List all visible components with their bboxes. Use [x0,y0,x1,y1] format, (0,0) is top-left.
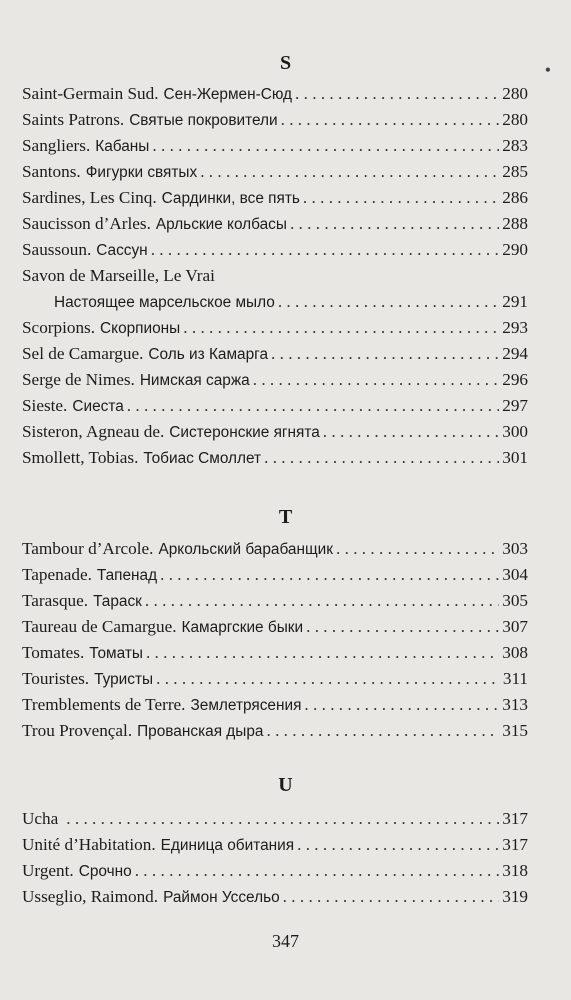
entry-russian-title: Туристы [94,671,154,688]
entry-page-number: 300 [502,422,528,441]
entry-russian-title: Сен-Жермен-Сюд [163,86,293,103]
index-entry [22,721,528,747]
index-list-s [22,84,528,474]
entry-page-number: 303 [502,539,528,558]
entry-russian-title: Настоящее марсельское мыло [54,294,275,311]
entry-french-title: Saucisson d’Arles. [22,214,151,233]
index-entry [22,565,528,591]
dot-leader [297,835,499,855]
entry-french-title: Saint-Germain Sud. [22,84,159,103]
entry-russian-title: Сиеста [72,398,124,415]
entry-russian-title: Срочно [78,863,132,880]
entry-page-number: 304 [502,565,528,584]
dot-leader [156,669,500,689]
entry-page-number: 280 [502,84,528,103]
entry-russian-title: Сассун [96,242,148,259]
entry-page-number: 313 [502,695,528,714]
index-entry [22,422,528,448]
entry-russian-title: Скорпионы [100,320,181,337]
dot-leader [151,240,500,260]
index-entry [22,643,528,669]
dot-leader [281,110,500,130]
page-number: 347 [272,931,299,951]
entry-page-number: 317 [502,835,528,854]
entry-russian-title: Сардинки, все пять [161,190,300,207]
dot-leader [127,396,499,416]
index-entry [22,292,528,318]
index-entry [22,136,528,162]
entry-russian-title: Раймон Уссельо [163,889,280,906]
index-list-t [22,539,528,747]
entry-page-number: 307 [502,617,528,636]
dot-leader [200,162,499,182]
index-entry [22,110,528,136]
entry-russian-title: Соль из Камарга [148,346,269,363]
entry-french-title: Savon de Marseille, Le Vrai [22,266,215,285]
index-entry [22,370,528,396]
index-entry [22,695,528,721]
entry-russian-title: Тапенад [96,567,158,584]
dot-leader [145,591,499,611]
entry-russian-title: Святые покровители [129,112,278,129]
ghost-mark: • [544,60,551,80]
entry-french-title: Tarasque. [22,591,89,610]
entry-russian-title: Арльские колбасы [155,216,287,233]
dot-leader [135,861,500,881]
index-entry [22,835,528,861]
dot-leader [306,617,499,637]
entry-french-title: Saussoun. [22,240,92,259]
entry-page-number: 317 [502,809,528,828]
entry-russian-title: Кабаны [95,138,150,155]
entry-french-title: Usseglio, Raimond. [22,887,159,906]
index-entry [22,318,528,344]
entry-french-title: Sisteron, Agneau de. [22,422,165,441]
index-entry [22,240,528,266]
dot-leader [264,448,499,468]
entry-french-title: Santons. [22,162,81,181]
index-entry [22,591,528,617]
entry-page-number: 286 [502,188,528,207]
index-entry [22,669,528,695]
entry-french-title: Taureau de Camargue. [22,617,177,636]
entry-french-title: Trou Provençal. [22,721,133,740]
index-entry [22,448,528,474]
entry-french-title: Serge de Nimes. [22,370,135,389]
section-letter-t: T [278,506,293,528]
index-entry [22,266,528,292]
index-entry [22,539,528,565]
entry-french-title: Sel de Camargue. [22,344,144,363]
index-entry [22,861,528,887]
dot-leader [271,344,499,364]
entry-french-title: Tremblements de Terre. [22,695,186,714]
entry-french-title: Scorpions. [22,318,96,337]
dot-leader [304,695,499,715]
dot-leader [146,643,499,663]
index-entry [22,344,528,370]
dot-leader [283,887,500,907]
entry-french-title: Unité d’Habitation. [22,835,156,854]
entry-page-number: 280 [502,110,528,129]
entry-russian-title: Землетрясения [190,697,302,714]
entry-page-number: 285 [502,162,528,181]
section-letter-u: U [278,774,293,796]
entry-french-title: Ucha [22,809,59,828]
entry-page-number: 318 [502,861,528,880]
dot-leader [183,318,499,338]
index-entry [22,214,528,240]
entry-page-number: 290 [502,240,528,259]
entry-page-number: 283 [502,136,528,155]
entry-russian-title: Тараск [93,593,142,610]
dot-leader [278,292,499,312]
dot-leader [336,539,499,559]
dot-leader [253,370,500,390]
entry-french-title: Touristes. [22,669,90,688]
entry-russian-title: Камаргские быки [181,619,304,636]
entry-russian-title: Фигурки святых [85,164,198,181]
entry-page-number: 305 [502,591,528,610]
index-list-u [22,809,528,913]
entry-page-number: 293 [502,318,528,337]
entry-russian-title: Систеронские ягнята [169,424,320,441]
entry-french-title: Urgent. [22,861,74,880]
entry-page-number: 319 [502,887,528,906]
entry-french-title: Smollett, Tobias. [22,448,139,467]
dot-leader [266,721,499,741]
entry-russian-title: Единица обитания [160,837,295,854]
dot-leader [303,188,499,208]
entry-page-number: 297 [502,396,528,415]
entry-french-title: Tapenade. [22,565,92,584]
entry-russian-title: Томаты [89,645,143,662]
dot-leader [66,809,499,829]
entry-page-number: 308 [502,643,528,662]
entry-russian-title: Прованская дыра [137,723,264,740]
entry-page-number: 315 [502,721,528,740]
dot-leader [295,84,499,104]
entry-page-number: 291 [502,292,528,311]
entry-russian-title: Тобиас Смоллет [143,450,262,467]
index-entry [22,396,528,422]
dot-leader [323,422,499,442]
entry-page-number: 301 [502,448,528,467]
entry-french-title: Sardines, Les Cinq. [22,188,157,207]
section-letter-s: S [279,52,292,74]
entry-page-number: 311 [502,669,528,688]
dot-leader [160,565,499,585]
entry-french-title: Sangliers. [22,136,91,155]
entry-page-number: 288 [502,214,528,233]
index-entry [22,887,528,913]
index-entry [22,162,528,188]
index-entry [22,84,528,110]
index-entry [22,617,528,643]
entry-page-number: 294 [502,344,528,363]
entry-french-title: Sieste. [22,396,68,415]
index-entry [22,188,528,214]
entry-russian-title: Нимская саржа [139,372,250,389]
entry-french-title: Tomates. [22,643,85,662]
entry-page-number: 296 [502,370,528,389]
entry-french-title: Saints Patrons. [22,110,125,129]
dot-leader [152,136,499,156]
index-entry [22,809,528,835]
entry-russian-title: Аркольский барабанщик [158,541,333,558]
entry-french-title: Tambour d’Arcole. [22,539,154,558]
dot-leader [290,214,499,234]
